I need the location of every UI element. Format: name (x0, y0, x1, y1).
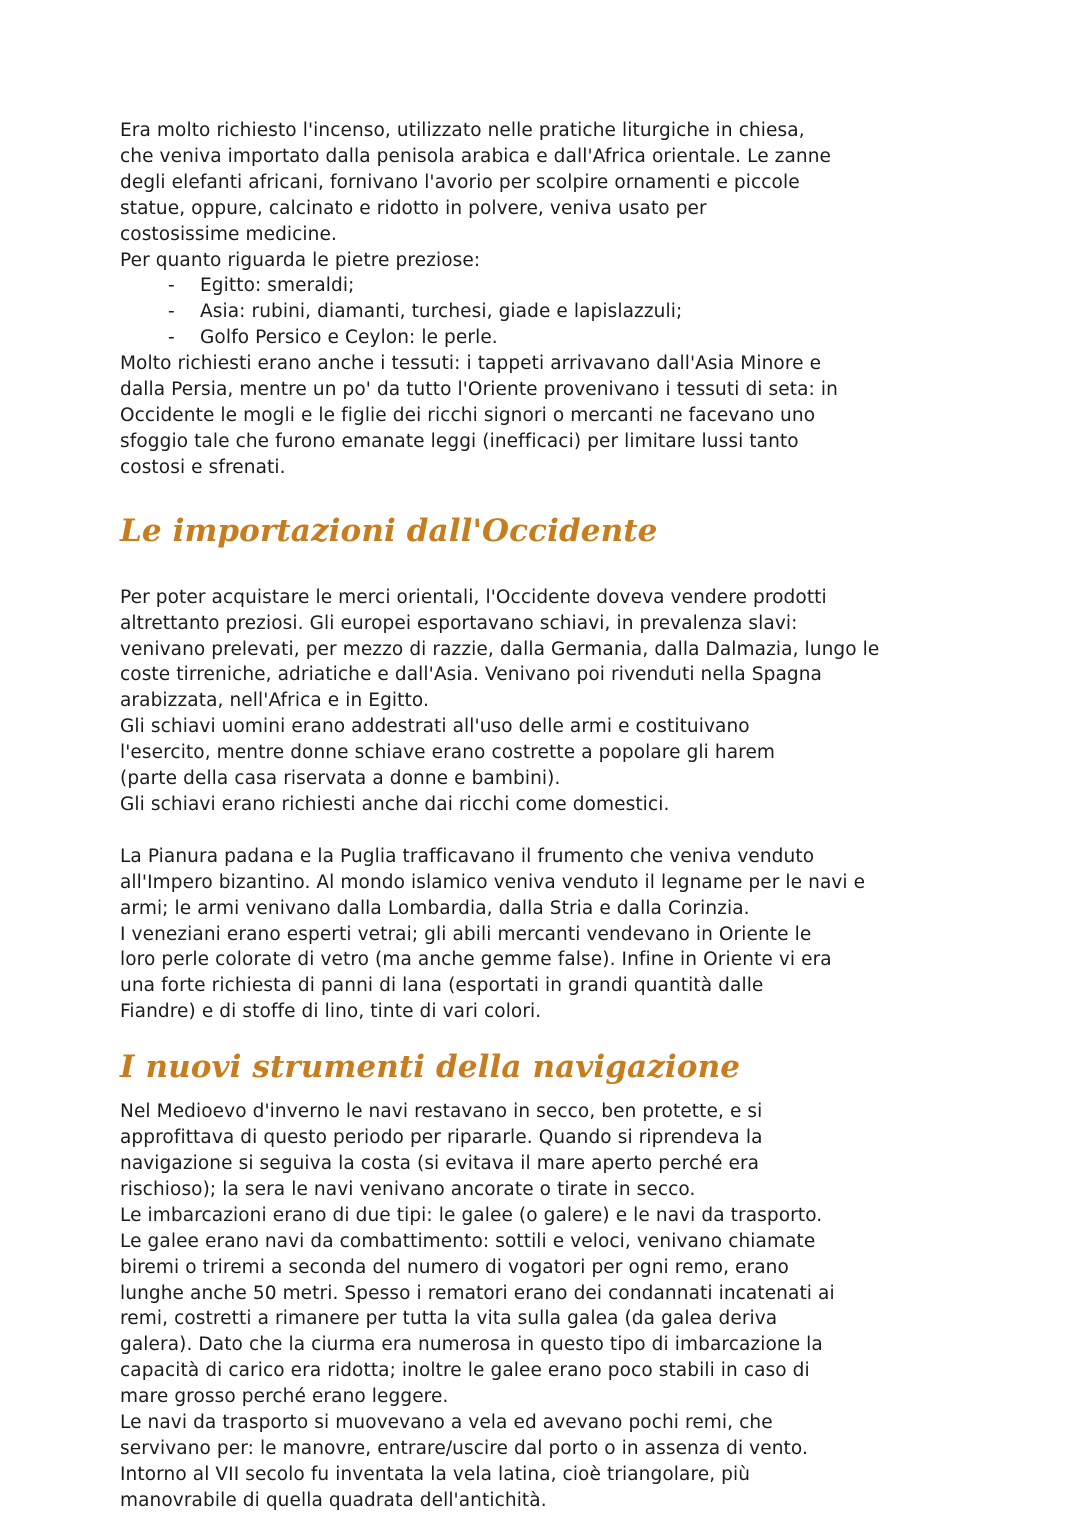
paragraph-wheat-wood-arms: La Pianura padana e la Puglia trafficavano il frumento che veniva venduto all'Impero bizantino. Al mondo islamico veniva venduto il legname per le navi e armi; le armi venivano dalla Lombardia, dalla Stria e dalla Corinzia. (120, 845, 866, 919)
paragraph-gems-intro: Per quanto riguarda le pietre preziose: (120, 249, 481, 271)
document-page (120, 118, 970, 1514)
paragraph-transport-ships: Le navi da trasporto si muovevano a vela ed avevano pochi remi, che servivano per: le manovre, entrare/uscire dal porto o in assenza di vento. Intorno al VII secolo fu inventata la vela latina, cioè triangolare, più manovrabile di quella quadrata dell'antichità. (120, 1412, 808, 1511)
heading-navigation-tools: I nuovi strumenti della navigazione (120, 1049, 741, 1086)
paragraph-slaves-domestic: Gli schiavi erano richiesti anche dai ricchi come domestici. (120, 793, 670, 815)
paragraph-galleys: Le galee erano navi da combattimento: sottili e veloci, venivano chiamate biremi o triremi a seconda del numero di vogatori per ogni remo, erano lunghe anche 50 metri. Spesso i rematori erano dei condannati incatenati ai remi, costretti a rimanere per tutta la vita sulla galea (da galea deriva galera). Dato che la ciurma era numerosa in questo tipo di imbarcazione la capacità di carico era ridotta; inoltre le galee erano poco stabili in caso di mare grosso perché erano leggere. (120, 1230, 835, 1408)
gems-list (120, 273, 970, 351)
paragraph-glass-wool: I veneziani erano esperti vetrai; gli abili mercanti vendevano in Oriente le loro perle colorate di vetro (ma anche gemme false). Infine in Oriente vi era una forte richiesta di panni di lana (esportati in grandi quantità dalle Fiandre) e di stoffe di lino, tinte di vari colori. (120, 923, 832, 1023)
paragraph-winter-navigation: Nel Medioevo d'inverno le navi restavano in secco, ben protette, e si approfittava di questo periodo per ripararle. Quando si riprendeva la navigazione si seguiva la costa (si evitava il mare aperto perché era rischioso); la sera le navi venivano ancorate o tirate in secco. (120, 1101, 763, 1200)
list-item: - Asia: rubini, diamanti, turchesi, giade e lapislazzuli; (168, 299, 970, 325)
list-item: - Golfo Persico e Ceylon: le perle. (168, 325, 970, 351)
paragraph-slaves-trade: Per poter acquistare le merci orientali, l'Occidente doveva vendere prodotti altrettanto preziosi. Gli europei esportavano schiavi, in prevalenza slavi: venivano prelevati, per mezzo di razzie, dalla Germania, dalla Dalmazia, lungo le coste tirreniche, adriatiche e dall'Asia. Venivano poi rivenduti nella Spagna arabizzata, nell'Africa e in Egitto. (120, 586, 880, 712)
heading-imports-from-west: Le importazioni dall'Occidente (120, 512, 658, 549)
paragraph-textiles: Molto richiesti erano anche i tessuti: i tappeti arrivavano dall'Asia Minore e dalla Persia, mentre un po' da tutto l'Oriente provenivano i tessuti di seta: in Occidente le mogli e le figlie dei ricchi signori o mercanti ne facevano uno sfoggio tale che furono emanate leggi (inefficaci) per limitare lussi tanto costosi e sfrenati. (120, 353, 838, 478)
paragraph-incense-ivory: Era molto richiesto l'incenso, utilizzato nelle pratiche liturgiche in chiesa, che veniva importato dalla penisola arabica e dall'Africa orientale. Le zanne degli elefanti africani, fornivano l'avorio per scolpire ornamenti e piccole statue, oppure, calcinato e ridotto in polvere, veniva usato per costosissime medicine. (120, 120, 832, 245)
paragraph-slaves-army: Gli schiavi uomini erano addestrati all'uso delle armi e costituivano l'esercito, mentre donne schiave erano costrette a popolare gli harem (parte della casa riservata a donne e bambini). (120, 716, 776, 790)
list-item: - Egitto: smeraldi; (168, 273, 970, 299)
paragraph-ship-types: Le imbarcazioni erano di due tipi: le galee (o galere) e le navi da trasporto. (120, 1204, 823, 1226)
paragraph-gap (120, 818, 970, 844)
